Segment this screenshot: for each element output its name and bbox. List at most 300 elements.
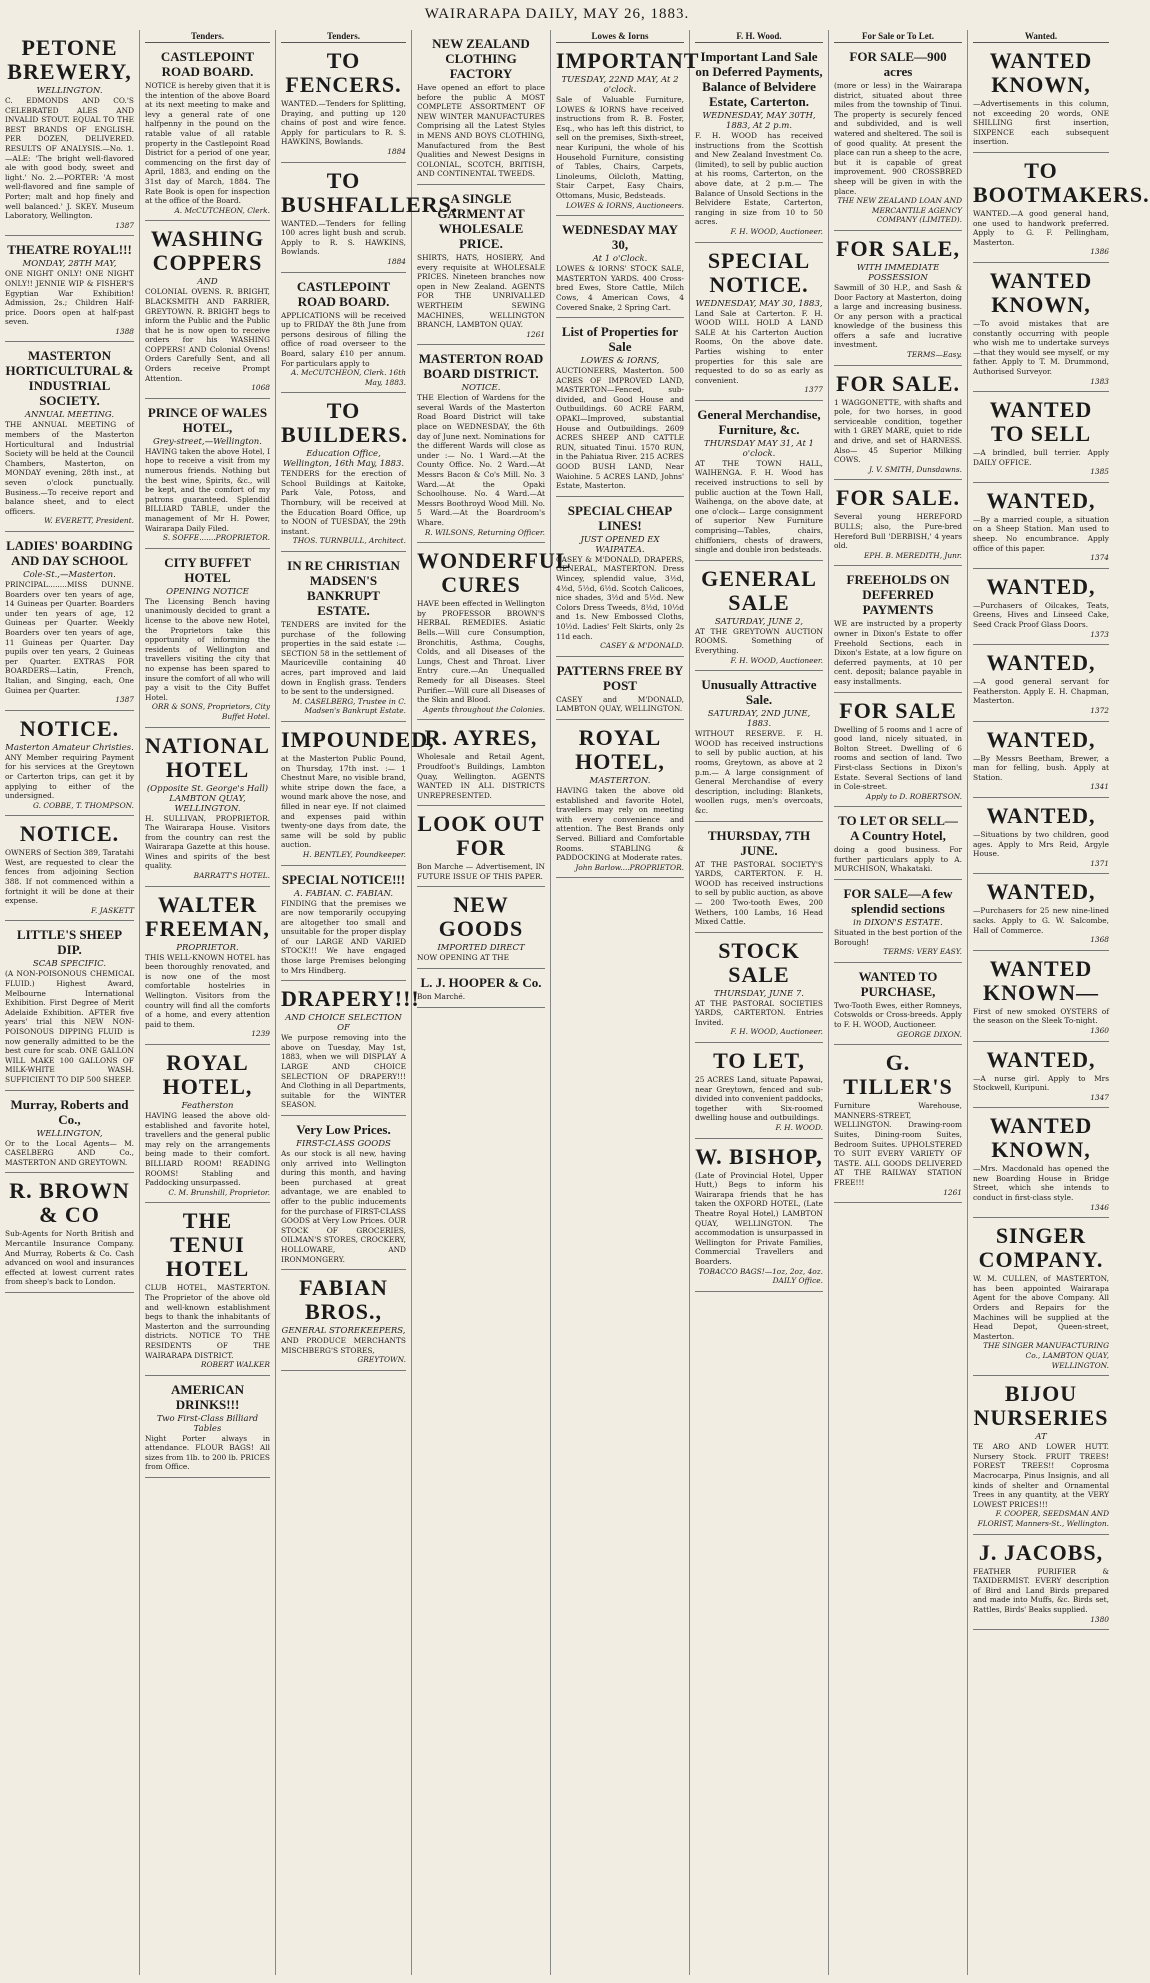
advertisement bbox=[695, 43, 823, 243]
ad-title: WALTER FREEMAN, bbox=[145, 891, 270, 941]
ad-signature: 1360 bbox=[1090, 1025, 1109, 1035]
ad-title: FOR SALE bbox=[839, 697, 957, 723]
ad-signature: 1341 bbox=[1090, 782, 1109, 792]
ad-body: TE ARO AND LOWER HUTT. Nursery Stock. FRUIT TREES! FOREST TREES!! Coprosma Macrocarpa, Pinus Insignis, and all kinds of shelter and Ornamental Trees in any quantity, at the VERY LOWEST PRICES!!! bbox=[973, 1442, 1109, 1509]
ad-title: FREEHOLDS ON DEFERRED PAYMENTS bbox=[846, 572, 950, 618]
advertisement bbox=[973, 483, 1109, 569]
ad-body: THE ANNUAL MEETING of members of the Masterton Horticultural and Industrial Society will be held at the Council Chambers, Masterton, on MONDAY evening, 28th inst., at seven o'clock punctually. Business.—To receive report and balance sheet, and to elect officers. bbox=[5, 420, 134, 516]
advertisement bbox=[834, 693, 962, 808]
ad-body: HAVING taken the above old established and favorite Hotel, travellers may rely on meeting with every convenience and attention. The Best Brands only Served. Billiard and Comfortable Rooms. STABLING & PADDOCKING at Moderate rates. bbox=[556, 785, 684, 863]
ad-subtitle: THURSDAY, JUNE 7. bbox=[713, 988, 805, 999]
ad-title: WANTED, bbox=[986, 802, 1096, 828]
advertisement bbox=[556, 43, 700, 216]
ad-signature: GREYTOWN. bbox=[357, 1355, 406, 1365]
ad-body: CASEY & M'DONALD, DRAPERS, GENERAL, MASTERTON. Dress Wincey, splendid value, 3½d, 4½d, 5½d, 6½d. Scotch Calicoes, nice shades, 3½d and 5½d. New Colors Dress Tweeds, 8½d, 10½d and 1s. New Embossed Cloths, 10½d. Ladies' Felt Skirts, only 2s 11d each. bbox=[556, 554, 684, 641]
ad-subtitle: TUESDAY, 22ND MAY, At 2 o'clock. bbox=[561, 75, 679, 95]
ad-title: FOR SALE—900 acres bbox=[849, 49, 947, 79]
ad-body: HAVING taken the above Hotel, I hope to receive a visit from my numerous friends. Nothing but the best wine, Spirits, &c., will be kept, and the comfort of my patrons guaranteed. Splendid BILLIARD TABLE, under the management of Mr H. Power, Wairarapa Daily Filed. bbox=[145, 446, 270, 533]
ad-subtitle: FIRST-CLASS GOODS bbox=[296, 1139, 391, 1149]
advertisement bbox=[281, 722, 435, 866]
ad-body: FINDING that the premises we are now temporarily occupying are altogether too small and unsuitable for the proper display of our LARGE AND VARIED STOCK!!! We have engaged those large Premises belonging to Mrs Hindberg. bbox=[281, 898, 406, 975]
ad-body: 1 WAGGONETTE, with shafts and pole, for two horses, in good serviceable condition, together with 1 GREY MARE, quiet to ride and drive, and set of HARNESS. Also— 45 Superior Milking COWS. bbox=[834, 397, 962, 465]
ad-body: CASEY and M'DONALD, LAMBTON QUAY, WELLINGTON. bbox=[556, 694, 684, 714]
ad-signature: R. WILSONS, Returning Officer. bbox=[424, 527, 545, 537]
ad-body: Sub-Agents for North British and Mercantile Insurance Company. And Murray, Roberts & Co. Cash advanced on wool and insurances effected at lowest current rates from sheep's back to London. bbox=[5, 1229, 134, 1287]
advertisement bbox=[281, 1270, 406, 1371]
ad-subtitle: AND bbox=[197, 277, 218, 288]
advertisement bbox=[834, 480, 962, 566]
ad-subtitle: WEDNESDAY, MAY 30TH, 1883, At 2 p.m. bbox=[702, 111, 816, 131]
ad-body: HAVE been effected in Wellington by PROFESSOR BROWN'S HERBAL REMEDIES. Asiatic Bells.—Will cure Consumption, Bronchitis, Asthma, Coughs, Colds, and all Diseases of the Lungs, Chest and Throat. Liver Entry cure.—An Unequalled Remedy for all Diseases. Steel Purifier.—Will cure all Diseases of the Skin and Blood. bbox=[417, 599, 545, 705]
advertisement bbox=[695, 401, 823, 561]
ad-title: A SINGLE GARMENT AT WHOLESALE PRICE. bbox=[437, 190, 525, 251]
ad-body: —A good general servant for Featherston. Apply E. H. Chapman, Masterton. bbox=[973, 677, 1109, 706]
ad-title: IMPOUNDED, bbox=[281, 726, 435, 752]
ad-title: GENERAL SALE bbox=[701, 565, 817, 615]
ad-title: FOR SALE. bbox=[836, 370, 960, 396]
ad-signature: 1371 bbox=[1090, 858, 1109, 868]
ad-body: doing a good business. For further particulars apply to A. MURCHISON, Whakataki. bbox=[834, 845, 962, 874]
ad-signature: 1372 bbox=[1090, 706, 1109, 715]
ad-title: PETONE BREWERY, bbox=[7, 35, 132, 84]
ad-subtitle: Education Office, Wellington, 16th May, 1883. bbox=[282, 449, 405, 470]
ad-title: STOCK SALE bbox=[718, 937, 800, 987]
ad-title: LITTLE'S SHEEP DIP. bbox=[16, 927, 123, 958]
ad-title: J. JACOBS, bbox=[978, 1539, 1104, 1565]
ad-signature: 1346 bbox=[1090, 1202, 1109, 1212]
ad-body: AUCTIONEERS, Masterton. 500 ACRES OF IMPROVED LAND, MASTERTON—Fenced, sub-divided, and Good House and Outbuildings. 60 ACRE FARM, OPAKI—Improved, substantial House and Outbuildings. 2609 ACRES SHEEP AND CATTLE RUN, situated Tinui. 1570 RUN, in the Pahiatua River. 215 ACRES GOOD BUSH LAND, Near Waiohine. 5 ACRES LAND, Johns' Estate, Masterton. bbox=[556, 366, 684, 491]
ad-signature: 1239 bbox=[251, 1029, 270, 1039]
advertisement bbox=[281, 552, 406, 722]
ad-title: FOR SALE—A few splendid sections bbox=[843, 886, 953, 917]
ad-signature: 1373 bbox=[1090, 629, 1109, 639]
ad-signature: BARRATT'S HOTEL. bbox=[193, 871, 270, 881]
ad-signature: C. M. Brunshill, Proprietor. bbox=[168, 1187, 270, 1197]
ad-subtitle: PROPRIETOR. bbox=[176, 942, 239, 953]
advertisement bbox=[973, 645, 1109, 721]
ad-body: ONE NIGHT ONLY! ONE NIGHT ONLY!! JENNIE WIP & FISHER'S Egyptian War Exhibition! Admission, 2s.; Children Half-price. Doors open at half-past seven. bbox=[5, 269, 134, 327]
ad-body: Have opened an effort to place before the public A MOST COMPLETE ASSORTMENT OF NEW WINTER MANUFACTURES Comprising all the Latest Styles in MENS AND BOYS CLOTHING, Manufactured from the Best Qualities and Newest Designs in COLONIAL, SCOTCH, BRITISH, AND CONTINENTAL TWEEDS. bbox=[417, 83, 545, 179]
advertisement bbox=[5, 236, 134, 342]
ad-subtitle: Grey-street,—Wellington. bbox=[153, 436, 262, 447]
ad-body: —Mrs. Macdonald has opened the new Boarding House in Bridge Street, which she intends to conduct in first-class style. bbox=[973, 1164, 1109, 1203]
ad-title: WANTED KNOWN, bbox=[989, 48, 1093, 97]
advertisement bbox=[695, 1043, 823, 1139]
ad-body: Bon Marche — Advertisement, IN FUTURE ISSUE OF THIS PAPER. bbox=[417, 862, 545, 881]
ad-title: MASTERTON HORTICULTURAL & INDUSTRIAL SOCIETY. bbox=[5, 348, 134, 409]
ad-body: AT THE GREYTOWN AUCTION ROOMS. Something of Everything. bbox=[695, 626, 823, 655]
ad-body: NOW OPENING AT THE bbox=[417, 953, 509, 963]
ad-signature: EPH. B. MEREDITH, Junr. bbox=[863, 550, 962, 560]
ad-signature: 1261 bbox=[943, 1187, 962, 1197]
ad-title: SPECIAL NOTICE. bbox=[707, 247, 811, 297]
ad-body: (more or less) in the Wairarapa district, situated about three miles from the township of Tinui. The property is securely fenced and subdivided, and is well watered and sheltered. The soil is of good quality. At present the place can run a sheep to the acre, but it is capable of great improvement. 900 CROSSBRED sheep will be given in with the place. bbox=[834, 81, 962, 196]
ad-title: CASTLEPOINT ROAD BOARD. bbox=[296, 278, 391, 309]
advertisement bbox=[695, 561, 823, 671]
advertisement bbox=[973, 153, 1150, 263]
ad-subtitle: WEDNESDAY, MAY 30, 1883, bbox=[695, 298, 823, 309]
advertisement bbox=[5, 816, 134, 921]
ad-subtitle: Cole-St.,—Masterton. bbox=[23, 570, 116, 580]
ad-title: THURSDAY, 7TH JUNE. bbox=[707, 827, 811, 858]
ad-title: NATIONAL HOTEL bbox=[145, 732, 270, 782]
advertisement bbox=[5, 532, 134, 711]
ad-body: Or to the Local Agents— M. CASELBERG AND Co., MASTERTON AND GREYTOWN. bbox=[5, 1138, 134, 1167]
advertisement bbox=[145, 1045, 270, 1203]
ad-body: TENDERS for the erection of School Buildings at Kaitoke, Park Vale, Potoss, and Thornbury, will be received at the Education Board Office, up to NOON of TUESDAY, the 29th instant. bbox=[281, 469, 406, 536]
ad-signature: 1368 bbox=[1090, 935, 1109, 945]
advertisement bbox=[973, 951, 1109, 1042]
ad-subtitle: Two First-Class Billiard Tables bbox=[156, 1413, 259, 1434]
ad-signature: S. SOFFE.......PROPRIETOR. bbox=[162, 533, 270, 543]
ad-body: THE Election of Wardens for the several Wards of the Masterton Road Board District will take place on WEDNESDAY, the 6th day of June next. Nominations for the different Wards will close as under :— No. 1 Ward.—At the County Office. No. 2 Ward.—At Messrs Bacon & Co's Mill. No. 3 Ward.—At the Opaki Schoolhouse. No. 4 Ward.—At Messrs Boothroyd Wood Mill. No. 5 Ward.—At the Boardroom's Whare. bbox=[417, 393, 545, 527]
ad-title: LADIES' BOARDING AND DAY SCHOOL bbox=[6, 538, 133, 568]
ad-title: WANTED KNOWN, bbox=[989, 1113, 1093, 1163]
ad-signature: 1068 bbox=[251, 383, 270, 393]
ad-body: LOWES & IORNS' STOCK SALE, MASTERTON YARDS. 400 Cross-bred Ewes, Store Cattle, Milch Cows, 4 American Cows, 4 Covered Snake, 2 Spring Cart. bbox=[556, 264, 684, 312]
ad-signature: M. CASELBERG, Trustee in C. Madsen's Bankrupt Estate. bbox=[292, 696, 406, 716]
ad-title: LOOK OUT FOR bbox=[417, 811, 545, 861]
ad-signature: LOWES & IORNS, Auctioneers. bbox=[565, 200, 684, 210]
advertisement bbox=[5, 1173, 134, 1293]
ad-title: W. BISHOP, bbox=[695, 1143, 823, 1169]
ad-title: SPECIAL NOTICE!!! bbox=[281, 871, 406, 887]
advertisement bbox=[556, 657, 684, 720]
advertisement bbox=[973, 798, 1109, 874]
ad-signature: F. COOPER, SEEDSMAN AND FLORIST, Manners-St., Wellington. bbox=[977, 1509, 1109, 1528]
ad-title: PRINCE OF WALES HOTEL, bbox=[147, 404, 268, 435]
ad-body: SHIRTS, HATS, HOSIERY, And every requisite at WHOLESALE PRICES. Nineteen branches now open in New Zealand. AGENTS FOR THE UNRIVALLED WERTHEIM SEWING MACHINES, WELLINGTON BRANCH, LAMBTON QUAY. bbox=[417, 252, 545, 330]
ad-title: SINGER COMPANY. bbox=[978, 1223, 1104, 1273]
ad-title: WANTED KNOWN— bbox=[983, 955, 1099, 1005]
ad-title: G. TILLER'S bbox=[843, 1050, 953, 1100]
ad-body: (A NON-POISONOUS CHEMICAL FLUID.) Highest Award, Melbourne International Exhibition. First Degree of Merit Adelaide Exhibition. AFTER five years' trial this NEW NON-POISONOUS DIPPING FLUID is now generally admitted to be the best cure for scab. ONE GALLON WILL MAKE 100 GALLONS OF MILK-WHITE WASH. SUFFICIENT TO DIP 500 SHEEP. bbox=[5, 969, 134, 1084]
advertisement bbox=[695, 933, 823, 1043]
ad-signature: 1374 bbox=[1090, 553, 1109, 563]
ad-signature: THOS. TURNBULL, Architect. bbox=[292, 536, 406, 546]
ad-title: NEW ZEALAND CLOTHING FACTORY bbox=[432, 36, 530, 81]
advertisement bbox=[5, 30, 134, 236]
advertisement bbox=[973, 1108, 1109, 1218]
ad-body: AT THE PASTORAL SOCIETY'S YARDS, CARTERTON. F. H. WOOD has received instructions to sell by public auction, as above— 200 Two-tooth Ewes, 200 Wethers, 100 Lambs, 16 Head Mixed Cattle. bbox=[695, 859, 823, 927]
ad-subtitle: SCAB SPECIFIC. bbox=[32, 959, 107, 970]
advertisement bbox=[695, 671, 823, 821]
ad-title: Important Land Sale on Deferred Payments, Balance of Belvidere Estate, Carterton. bbox=[695, 49, 823, 109]
ad-signature: F. H. WOOD, Auctioneer. bbox=[730, 1027, 823, 1037]
ad-subtitle: NOTICE. bbox=[461, 383, 501, 394]
ad-signature: 1884 bbox=[387, 146, 406, 156]
advertisement bbox=[556, 216, 684, 318]
ad-title: List of Properties for Sale bbox=[561, 324, 679, 355]
advertisement bbox=[834, 963, 962, 1045]
ad-subtitle: WELLINGTON, bbox=[36, 1128, 103, 1139]
ad-title: FOR SALE, bbox=[836, 235, 960, 261]
ad-body: NOTICE is hereby given that it is the intention of the above Board at its next meeting to make and levy a general rate of one halfpenny in the pound on the ratable value of all ratable property in the Castlepoint Road District for a period of one year, commencing on the first day of April, 1883, and ending on the 31st day of March, 1884. The Rate Book is open for inspection at the office of the Board. bbox=[145, 81, 270, 206]
ad-body: WANTED.—Tenders for Splitting, Draying, and putting up 120 chains of post and wire fence. Apply for particulars to R. S. HAWKINS, Bowlands. bbox=[281, 99, 406, 147]
ad-subtitle: Masterton Amateur Christies. bbox=[5, 742, 134, 753]
ad-body: —A brindled, bull terrier. Apply DAILY OFFICE. bbox=[973, 448, 1109, 467]
advertisement bbox=[556, 497, 684, 657]
advertisement bbox=[834, 807, 962, 880]
ad-body: THIS WELL-KNOWN HOTEL has been thoroughly renovated, and is now one of the most comfortable hostelries in Wellington. Visitors from the country will find all the comforts of a home, and every attention paid to them. bbox=[145, 952, 270, 1029]
ad-signature: A. McCUTCHEON, Clerk. bbox=[174, 205, 270, 215]
ad-title: NOTICE. bbox=[19, 715, 120, 741]
advertisement bbox=[281, 866, 406, 982]
ad-body: —By a married couple, a situation on a Sheep Station. Man used to sheep. No encumbrance. Apply office of this paper. bbox=[973, 514, 1109, 553]
ad-body: AT THE PASTORAL SOCIETIES YARDS, CARTERTON. Entries Invited. bbox=[695, 998, 823, 1027]
ad-subtitle: GENERAL STOREKEEPERS, bbox=[281, 1326, 406, 1337]
advertisement bbox=[973, 1535, 1109, 1631]
ad-title: WEDNESDAY MAY 30, bbox=[562, 222, 678, 253]
ad-signature: GEORGE DIXON. bbox=[897, 1029, 962, 1039]
advertisement bbox=[5, 921, 134, 1090]
advertisement bbox=[145, 399, 270, 549]
ad-signature: H. BENTLEY, Poundkeeper. bbox=[302, 849, 406, 859]
ad-title: WANTED KNOWN, bbox=[989, 267, 1093, 317]
ad-signature: THE SINGER MANUFACTURING Co., LAMBTON QUAY, WELLINGTON. bbox=[983, 1341, 1109, 1370]
ad-title: TO LET, bbox=[713, 1048, 805, 1074]
ad-signature: 1387 bbox=[115, 220, 134, 230]
ad-subtitle: WELLINGTON. bbox=[36, 86, 103, 96]
ad-subtitle: IMPORTED DIRECT bbox=[437, 943, 525, 954]
column-heading: For Sale or To Let. bbox=[834, 30, 962, 43]
ad-title: THEATRE ROYAL!!! bbox=[7, 242, 132, 258]
ad-body: The Licensing Bench having unanimously decided to grant a license to the above new Hotel, the Proprietors take this opportunity of informing the residents of Wellington and travellers visiting the city that no expense has been spared to insure the comfort of all who will pay a visit to the City Buffet Hotel. bbox=[145, 596, 270, 702]
column-heading: Wanted. bbox=[973, 30, 1109, 43]
ad-body: 25 ACRES Land, situate Papawai, near Greytown, fenced and sub-divided into convenient paddocks, together with Six-roomed dwelling house and outbuildings. bbox=[695, 1075, 823, 1123]
column-1 bbox=[0, 30, 140, 1975]
ad-body: Two-Tooth Ewes, either Romneys, Cotswolds or Cross-breeds. Apply to F. H. WOOD, Auctioneer. bbox=[834, 1000, 962, 1030]
ad-title: R. BROWN & CO bbox=[9, 1178, 130, 1228]
ad-subtitle: At 1 o'Clock. bbox=[592, 254, 648, 265]
column-heading: F. H. Wood. bbox=[695, 30, 823, 43]
ad-signature: F. JASKETT bbox=[91, 905, 134, 915]
advertisement bbox=[973, 722, 1109, 798]
ad-body: AT THE TOWN HALL, WAIHENGA. F. H. Wood has received instructions to sell by public auction at the Town Hall, Waihenga, on the above date, at one o'clock— Large consignment of superior New Furniture comprising—Tables, chairs, chiffoniers, chests of drawers, single and double iron bedsteads. bbox=[695, 458, 823, 555]
ad-title: R. AYRES, bbox=[424, 725, 538, 751]
ad-title: ROYAL HOTEL, bbox=[162, 1050, 253, 1099]
ad-subtitle: ANNUAL MEETING. bbox=[24, 410, 115, 421]
ad-body: HAVING leased the above old-established and favorite hotel, travellers and the general public may rely on the arrangements being made to their comfort. BILLIARD ROOM! READING ROOMS! Stabling and Paddocking unsurpassed. bbox=[145, 1111, 270, 1188]
advertisement bbox=[834, 231, 962, 366]
advertisement bbox=[417, 969, 545, 1008]
advertisement bbox=[695, 1139, 823, 1292]
advertisement bbox=[145, 221, 270, 399]
ad-signature: A. McCUTCHEON, Clerk. 16th May, 1883. bbox=[290, 368, 406, 387]
ad-body: WITHOUT RESERVE. F. H. WOOD has received instructions to sell by public auction, at his rooms, Greytown, as above at 2 p.m.— A large consignment of General Merchandise of every description, including: Blankets, woollen rugs, men's overcoats, &c. bbox=[695, 729, 823, 815]
ad-signature: 1388 bbox=[115, 326, 134, 336]
ad-title: FABIAN BROS., bbox=[299, 1275, 388, 1325]
ad-body: COLONIAL OVENS. R. BRIGHT, BLACKSMITH AND FARRIER, GREYTOWN. R. BRIGHT begs to inform the Public and the Public that he is now open to receive orders for his WASHING COPPERS! AND Colonial Ovens! Orders Carefully Sent, and all Orders receive Prompt Attention. bbox=[145, 287, 270, 383]
ad-title: PATTERNS FREE BY POST bbox=[556, 662, 684, 693]
advertisement bbox=[145, 1376, 270, 1478]
ad-title: SPECIAL CHEAP LINES! bbox=[567, 502, 673, 533]
ad-body: Situated in the best portion of the Borough! bbox=[834, 928, 962, 947]
ad-signature: 1377 bbox=[804, 385, 823, 395]
ad-title: ROYAL HOTEL, bbox=[575, 724, 665, 774]
advertisement bbox=[281, 981, 420, 1116]
ad-title: WANTED, bbox=[986, 650, 1096, 676]
advertisement bbox=[973, 263, 1109, 392]
advertisement bbox=[834, 366, 962, 481]
ad-signature: 1386 bbox=[1090, 247, 1109, 257]
ad-title: MASTERTON ROAD BOARD DISTRICT. bbox=[418, 351, 544, 382]
ad-body: —Advertisements in this column, not exceeding 20 words, ONE SHILLING first insertion, SIXPENCE each subsequent insertion. bbox=[973, 99, 1109, 147]
ad-title: Unusually Attractive Sale. bbox=[701, 677, 817, 708]
advertisement bbox=[5, 1091, 134, 1174]
ad-body: OWNERS of Section 389, Taratahi West, are requested to clear the fences from adjoining Section 388. If not commenced within a fortnight it will be done at their expense. bbox=[5, 848, 134, 906]
advertisement bbox=[145, 1203, 270, 1375]
ad-signature: ORR & SONS, Proprietors, City Buffet Hotel. bbox=[151, 702, 270, 721]
ad-body: APPLICATIONS will be received up to FRIDAY the 8th June from persons desirous of filling the office of road overseer to the Board, salary £10 per annum. For particulars apply to bbox=[281, 310, 406, 368]
ad-signature: J. V. SMITH, Dunsdawns. bbox=[868, 464, 962, 474]
ad-signature: Apply to D. ROBERTSON. bbox=[865, 791, 962, 801]
ad-body: H. SULLIVAN, PROPRIETOR. The Wairarapa House. Visitors from the country can rest the Wairarapa Gazette at this house. Wines and spirits of the best quality. bbox=[145, 813, 270, 871]
ad-body: Land Sale at Carterton. F. H. WOOD WILL HOLD A LAND SALE At his Carterton Auction Rooms, On the above date. Parties wishing to enter properties for this sale are requested to do so as early as convenient. bbox=[695, 308, 823, 385]
ad-title: TO BOOTMAKERS. bbox=[973, 157, 1150, 207]
advertisement bbox=[834, 1045, 962, 1203]
ad-body: C. EDMONDS AND CO.'S CELEBRATED ALES AND INVALID STOUT. EQUAL TO THE BEST BRANDS OF ENGLISH. PER DOZEN, DELIVERED. RESULTS OF ANALYSIS.—No. 1.—ALE: 'The bright well-flavored ale with good body, sweet and light.' No. 2.—PORTER: 'A most well-flavored and fine sample of Porter; malt and hop finely and well balanced.' J. SKEY. Museum Laboratory, Wellington. bbox=[5, 96, 134, 221]
ad-title: CITY BUFFET HOTEL bbox=[164, 554, 251, 585]
advertisement bbox=[973, 569, 1109, 645]
advertisement bbox=[834, 43, 962, 231]
ad-title: WANTED, bbox=[986, 487, 1096, 513]
ad-subtitle: AND CHOICE SELECTION OF bbox=[285, 1013, 402, 1034]
advertisement bbox=[556, 720, 684, 878]
ad-signature: 1387 bbox=[115, 695, 134, 705]
ad-body: AND PRODUCE MERCHANTS MISCHBERG'S STORES, bbox=[281, 1336, 406, 1355]
advertisement bbox=[145, 549, 270, 728]
advertisement bbox=[5, 711, 134, 817]
column-5 bbox=[551, 30, 700, 1975]
ad-title: TO BUILDERS. bbox=[281, 398, 408, 448]
advertisement bbox=[5, 342, 134, 532]
ad-body: —Purchasers for 25 new nine-lined sacks. Apply to G. W. Salcombe, Hall of Commerce. bbox=[973, 906, 1109, 935]
advertisement bbox=[695, 243, 823, 401]
ad-title: IN RE CHRISTIAN MADSEN'S BANKRUPT ESTATE. bbox=[287, 558, 400, 619]
advertisement bbox=[281, 393, 406, 552]
ad-body: —By Messrs Beetham, Brewer, a man for felling, bush. Apply at Station. bbox=[973, 753, 1109, 782]
advertisement bbox=[417, 887, 545, 969]
ad-signature: 1884 bbox=[387, 256, 406, 266]
advertisement bbox=[281, 273, 406, 394]
advertisement bbox=[973, 1218, 1109, 1376]
ad-signature: W. EVERETT, President. bbox=[44, 516, 134, 526]
ad-title: TO BUSHFALLERS. bbox=[281, 167, 459, 217]
ad-title: NEW GOODS bbox=[438, 892, 524, 942]
ad-signature: F. H. WOOD. bbox=[775, 1123, 823, 1133]
ad-subtitle: A. FABIAN. C. FABIAN. bbox=[293, 888, 394, 899]
advertisement bbox=[281, 43, 406, 163]
ad-signature: Agents throughout the Colonies. bbox=[423, 704, 545, 714]
column-8 bbox=[968, 30, 1150, 1975]
advertisement bbox=[556, 318, 684, 497]
ad-subtitle: OPENING NOTICE bbox=[166, 586, 249, 597]
advertisement bbox=[281, 1116, 406, 1270]
advertisement bbox=[973, 392, 1109, 483]
ad-body: Several young HEREFORD BULLS; also, the Pure-bred Hereford Bull 'DERBISH,' 4 years old. bbox=[834, 512, 962, 551]
advertisement bbox=[695, 822, 823, 933]
ad-body: W. M. CULLEN, of MASTERTON, has been appointed Wairarapa Agent for the above Company. All Orders and Repairs for the Machines will be supplied at the Head Depot, Queen-street, Masterton. bbox=[973, 1274, 1109, 1341]
advertisement bbox=[417, 185, 545, 345]
ad-body: We purpose removing into the above on Tuesday, May 1st, 1883, when we will DISPLAY A LARGE AND CHOICE SELECTION OF DRAPERY!!! And Clothing in all Departments, suitable for the WINTER SEASON. bbox=[281, 1033, 406, 1110]
ad-body: Night Porter always in attendance. FLOUR BAGS! All sizes from 1lb. to 200 lb. PRICES from Office. bbox=[145, 1433, 270, 1472]
ad-title: BIJOU NURSERIES bbox=[973, 1381, 1109, 1431]
masthead: WAIRARAPA DAILY, MAY 26, 1883. bbox=[424, 6, 690, 22]
ad-body: —A nurse girl. Apply to Mrs Stockwell, Kuripuni. bbox=[973, 1073, 1109, 1093]
ad-body: FEATHER PURIFIER & TAXIDERMIST. EVERY description of Bird and Land Birds prepared and made into Muffs, &c. Birds set, Rattles, Birds' Beaks supplied. bbox=[973, 1566, 1109, 1614]
ad-title: WANTED TO SELL bbox=[989, 397, 1093, 447]
ad-body: F. H. WOOD has received instructions from the Scottish and New Zealand Investment Co. (limited), to sell by public auction at his rooms, Carterton, on the above date, at 2 p.m.— The Balance of Unsold Sections in the Belvidere Estate, Carterton, ranging in size from 10 to 50 acres. bbox=[695, 131, 823, 227]
advertisement bbox=[417, 345, 545, 543]
ad-body: Furniture Warehouse, MANNERS-STREET, WELLINGTON. Drawing-room Suites, Dining-room Suites, Bedroom Suites. UPHOLSTERED TO SUIT EVERY VARIETY OF TASTE. ALL GOODS DELIVERED AT THE RAILWAY STATION FREE!!! bbox=[834, 1101, 962, 1187]
ad-subtitle: MONDAY, 28TH MAY, bbox=[22, 259, 117, 270]
ad-body: CLUB HOTEL, MASTERTON. The Proprietor of the above old and well-known establishment begs to thank the inhabitants of Masterton and the surrounding districts. NOTICE TO THE RESIDENTS OF THE WAIRARAPA DISTRICT. bbox=[145, 1283, 270, 1360]
advertisement bbox=[145, 887, 270, 1045]
advertisement bbox=[417, 30, 545, 185]
ad-body: First of new smoked OYSTERS of the season on the Sleek To-night. bbox=[973, 1006, 1109, 1026]
ad-title: CASTLEPOINT ROAD BOARD. bbox=[160, 49, 255, 79]
ad-title: TO FENCERS. bbox=[285, 48, 402, 97]
column-6 bbox=[690, 30, 829, 1975]
ad-subtitle: WITH IMMEDIATE POSSESSION bbox=[856, 262, 940, 283]
advertisement bbox=[417, 720, 545, 806]
ad-title: WANTED, bbox=[986, 726, 1096, 752]
ad-title: WASHING COPPERS bbox=[150, 226, 265, 276]
column-4 bbox=[412, 30, 572, 1975]
ad-body: PRINCIPAL........MISS DUNNE. Boarders over ten years of age, 14 Guineas per Quarter. Boarders under ten years of age, 12 Guineas per Quarter. Weekly Boarders over ten years of age, 11 Guineas per Quarter. Day pupils over ten years, 2 Guineas per Quarter. EXTRAS FOR BOARDERS—Latin, French, Italian, and Singing, each, One Guinea per Quarter. bbox=[5, 580, 134, 695]
advertisement bbox=[973, 1376, 1109, 1534]
ad-subtitle: THURSDAY MAY 31, At 1 o'clock. bbox=[704, 438, 814, 459]
ad-signature: ROBERT WALKER bbox=[200, 1360, 270, 1370]
ad-body: Sawmill of 30 H.P., and Sash & Door Factory at Masterton, doing a large and increasing business. Or any person with a practical knowledge of the business this offers a safe and lucrative investment. bbox=[834, 282, 962, 350]
ad-title: WANTED TO PURCHASE, bbox=[858, 968, 938, 999]
ad-signature: F. H. WOOD, Auctioneer. bbox=[730, 226, 823, 236]
ad-body: Bon Marché. bbox=[417, 992, 466, 1002]
ad-title: General Merchandise, Furniture, &c. bbox=[697, 406, 821, 437]
ad-title: Murray, Roberts and Co., bbox=[10, 1096, 129, 1127]
ad-signature: 1380 bbox=[1090, 1614, 1109, 1624]
ad-body: As our stock is all new, having only arrived into Wellington during this month, and having been purchased at great advantage, we are enabled to offer to the public inducements for the purchase of FIRST-CLASS GOODS at Very Low Prices. OUR STOCK OF GROCERIES, OILMAN'S STORES, CROCKERY, HOLLOWARE, AND IRONMONGERY. bbox=[281, 1149, 406, 1264]
ad-body: TENDERS are invited for the purchase of the following properties in the said estate :— SECTION 58 in the settlement of Mauriceville containing 40 acres, part improved and laid down in English grass. Tenders to be sent to the undersigned. bbox=[281, 620, 406, 697]
column-2 bbox=[140, 30, 276, 1975]
ad-signature: TERMS: VERY EASY. bbox=[883, 947, 962, 957]
ad-subtitle: SATURDAY, 2ND JUNE, 1883. bbox=[707, 709, 811, 730]
ad-signature: THE NEW ZEALAND LOAN AND MERCANTILE AGENCY COMPANY (LIMITED). bbox=[837, 196, 962, 225]
ad-body: WANTED.—Tenders for felling 100 acres light bush and scrub. Apply to R. S. HAWKINS, Bowlands. bbox=[281, 218, 406, 257]
ad-title: TO LET OR SELL—A Country Hotel, bbox=[838, 813, 958, 844]
advertisement bbox=[834, 566, 962, 692]
ad-body: at the Masterton Public Pound, on Thursday, 17th inst. :— 1 Chestnut Mare, no visible brand, white stripe down the face, a wound mark above the nose, and filled in near eye. If not claimed and expenses paid within twenty-one days from date, the same will be sold by public auction. bbox=[281, 753, 406, 850]
advertisement bbox=[281, 163, 459, 273]
ad-subtitle: JUST OPENED EX WAIPATEA. bbox=[580, 534, 660, 555]
advertisement bbox=[834, 880, 962, 963]
ad-body: Sale of Valuable Furniture, LOWES & IORNS have received instructions from R. B. Foster, Esq., who has left this district, to sell on the premises, Sixth-street, near Kuripuni, the whole of his Household Furniture, consisting of Tables, Chairs, Carpets, Linoleums, Oilcloth, Matting, Stair Carpet, Easy Chairs, Ottomans, Music, Bedsteads. bbox=[556, 95, 684, 200]
ad-title: IMPORTANT bbox=[556, 48, 700, 73]
ad-body: —Situations by two children, good ages. Apply to Mrs Reid, Argyle House. bbox=[973, 829, 1109, 859]
column-heading: Tenders. bbox=[281, 30, 406, 43]
ad-subtitle: SATURDAY, JUNE 2, bbox=[714, 616, 804, 627]
ad-subtitle: Featherston bbox=[181, 1101, 234, 1111]
advertisement bbox=[145, 43, 270, 221]
ad-signature: F. H. WOOD, Auctioneer. bbox=[730, 655, 823, 665]
ad-body: (Late of Provincial Hotel, Upper Hutt,) Begs to inform his Wairarapa friends that he has taken the OXFORD HOTEL, (Late Theatre Royal Hotel,) LAMBTON QUAY, WELLINGTON. The accommodation is unsurpassed in Wellington for Private Families, Commercial Travellers and Boarders. bbox=[695, 1170, 823, 1266]
column-heading: Tenders. bbox=[145, 30, 270, 43]
ad-title: WANTED, bbox=[986, 879, 1096, 905]
ad-body: WANTED.—A good general hand, one used to handwork preferred. Apply to G. F. Pellingham, Masterton. bbox=[973, 208, 1109, 247]
advertisement bbox=[417, 806, 545, 887]
advertisement bbox=[973, 874, 1109, 950]
